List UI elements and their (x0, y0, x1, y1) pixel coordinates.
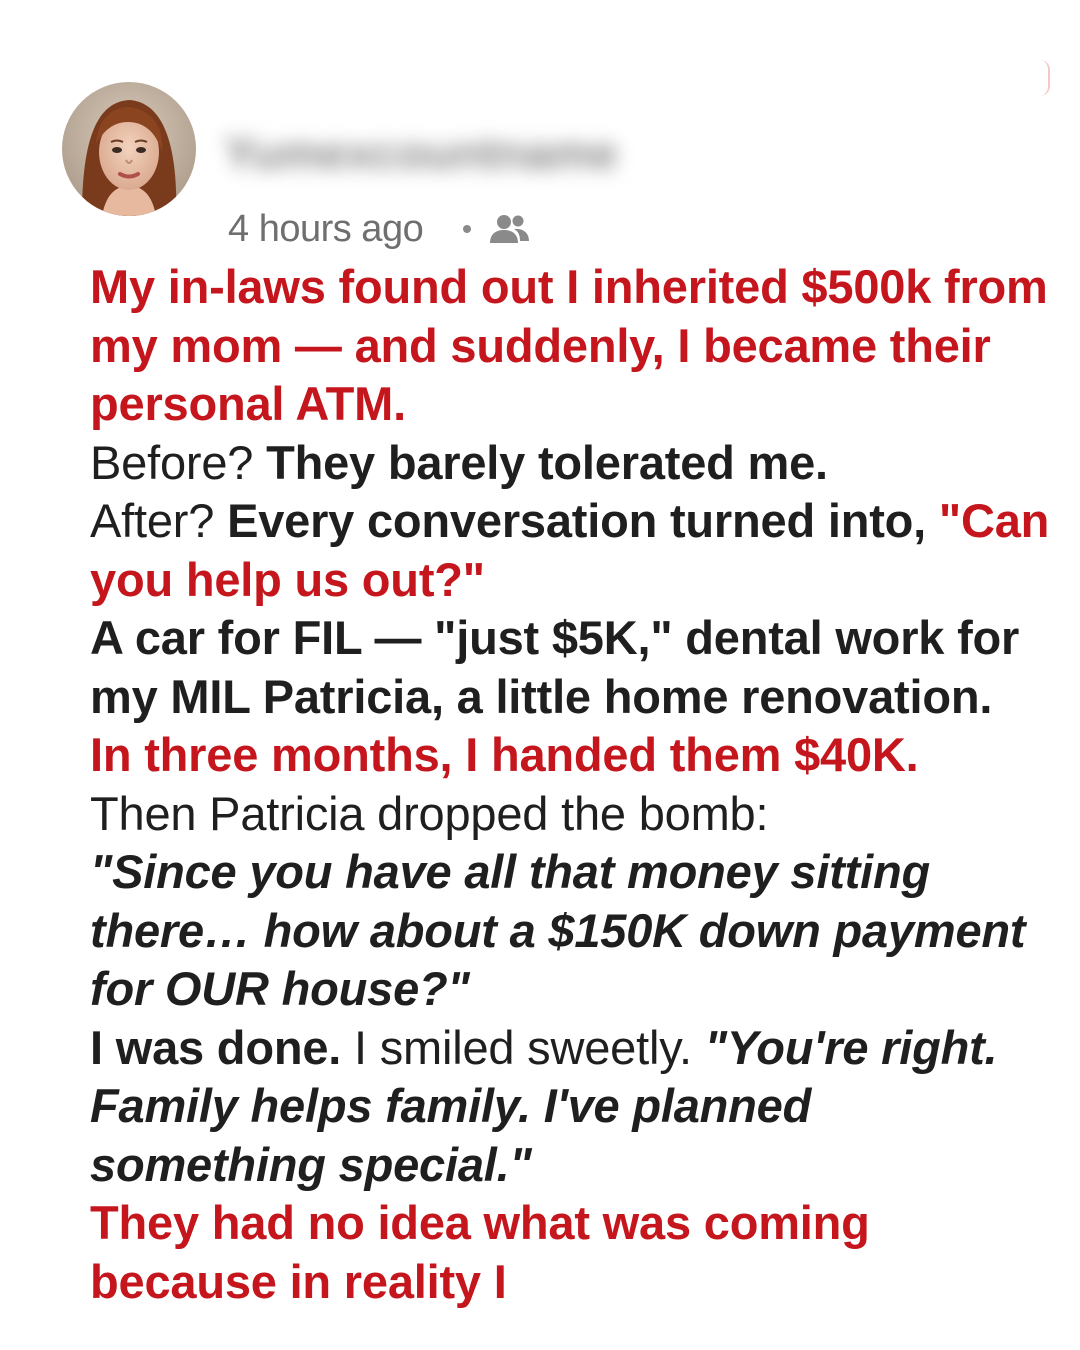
text-smiled: I smiled sweetly. (341, 1020, 705, 1074)
story-paragraph-response (90, 1019, 1050, 1195)
story-paragraph-after (90, 492, 1050, 609)
story-paragraph-bomb: Then Patricia dropped the bomb: (90, 786, 769, 840)
post-header (62, 82, 762, 252)
text-before: Before? (90, 435, 267, 489)
text-conversation: Every conversation turned into, (227, 494, 939, 547)
story-paragraph-demand: "Since you have all that money sitting there… how about a $150K down payment for OUR house?" (90, 845, 1026, 1015)
people-icon[interactable] (487, 213, 531, 245)
story-headline: My in-laws found out I inherited $500k from my mom — and suddenly, I became their personal ATM. (90, 260, 1048, 430)
text-special-quote: "You're right. Family helps family. I've planned something special." (90, 1020, 998, 1191)
avatar[interactable] (62, 82, 196, 216)
username[interactable]: Yumexcountname (224, 127, 618, 179)
text-after: After? (90, 494, 228, 547)
story-paragraph-before (90, 434, 1050, 493)
corner-decoration (1040, 60, 1050, 96)
story-paragraph-expenses: A car for FIL — "just $5K," dental work for my MIL Patricia, a little home renovation. (90, 611, 1020, 723)
text-help-quote: "Can you help us out?" (90, 494, 1050, 606)
avatar-photo (62, 82, 196, 216)
separator-dot (463, 225, 471, 233)
timestamp[interactable]: 4 hours ago (228, 207, 424, 250)
text-tolerated: They barely tolerated me. (266, 435, 828, 489)
story-text (90, 258, 1050, 1311)
text-done: I was done. (90, 1020, 342, 1074)
post-meta (228, 204, 531, 254)
story-paragraph-cliffhanger: They had no idea what was coming because in reality I (90, 1196, 870, 1308)
story-paragraph-total: In three months, I handed them $40K. (90, 728, 919, 781)
